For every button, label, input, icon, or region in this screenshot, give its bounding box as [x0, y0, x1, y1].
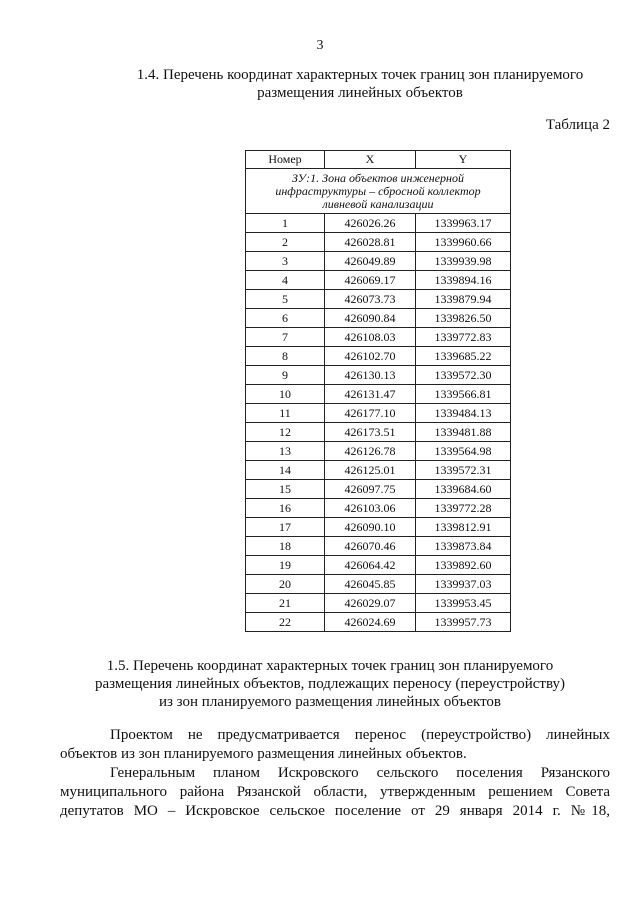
table-row [246, 594, 511, 613]
cell-x: 426029.07 [325, 594, 416, 613]
cell-number: 17 [246, 518, 325, 537]
cell-y: 1339957.73 [416, 613, 511, 632]
cell-x: 426102.70 [325, 347, 416, 366]
header-x: X [325, 151, 416, 169]
cell-y: 1339939.98 [416, 252, 511, 271]
page-number: 3 [316, 38, 324, 53]
cell-x: 426108.03 [325, 328, 416, 347]
cell-y: 1339879.94 [416, 290, 511, 309]
section-1-4-heading [0, 66, 640, 102]
cell-y: 1339937.03 [416, 575, 511, 594]
table-row [246, 271, 511, 290]
cell-number: 11 [246, 404, 325, 423]
table-row [246, 518, 511, 537]
table-row [246, 423, 511, 442]
cell-y: 1339772.83 [416, 328, 511, 347]
cell-number: 10 [246, 385, 325, 404]
cell-y: 1339484.13 [416, 404, 511, 423]
cell-number: 22 [246, 613, 325, 632]
table-row [246, 499, 511, 518]
table-row [246, 556, 511, 575]
cell-number: 14 [246, 461, 325, 480]
table-row [246, 309, 511, 328]
cell-x: 426073.73 [325, 290, 416, 309]
cell-number: 3 [246, 252, 325, 271]
cell-x: 426097.75 [325, 480, 416, 499]
paragraph-2 [60, 764, 610, 821]
cell-number: 9 [246, 366, 325, 385]
paragraph-2-line3: депутатов МО – Искровское сельское поселение от 29 января 2014 г. №18, [60, 803, 610, 819]
section-1-5-title-line3: из зон планируемого размещения линейных объектов [158, 694, 502, 710]
cell-y: 1339572.31 [416, 461, 511, 480]
cell-number: 6 [246, 309, 325, 328]
cell-y: 1339873.84 [416, 537, 511, 556]
section-1-4-title-line1: 1.4. Перечень координат характерных точек границ зон планируемого [136, 67, 584, 83]
cell-x: 426024.69 [325, 613, 416, 632]
table-row [246, 613, 511, 632]
cell-y: 1339684.60 [416, 480, 511, 499]
cell-x: 426177.10 [325, 404, 416, 423]
paragraph-1-line2: объектов из зон планируемого размещения линейных объектов. [60, 746, 467, 762]
zone-title: ЗУ:1. Зона объектов инженерной инфраструктуры – сбросной коллектор ливневой канализации [246, 169, 511, 214]
cell-x: 426131.47 [325, 385, 416, 404]
table-row [246, 290, 511, 309]
cell-number: 4 [246, 271, 325, 290]
cell-number: 2 [246, 233, 325, 252]
section-1-5-title-line2: размещения линейных объектов, подлежащих переносу (переустройству) [94, 676, 566, 692]
cell-number: 16 [246, 499, 325, 518]
cell-y: 1339564.98 [416, 442, 511, 461]
paragraph-1-line1: Проектом не предусматривается перенос (переустройство) линейных [110, 727, 610, 743]
cell-number: 18 [246, 537, 325, 556]
table-header-row [246, 151, 511, 169]
table-row [246, 575, 511, 594]
paragraph-2-line1: Генеральным планом Искровского сельского поселения Рязанского [110, 765, 610, 781]
table-row [246, 461, 511, 480]
cell-x: 426130.13 [325, 366, 416, 385]
cell-x: 426126.78 [325, 442, 416, 461]
cell-y: 1339892.60 [416, 556, 511, 575]
section-1-5-title-line1: 1.5. Перечень координат характерных точек границ зон планируемого [106, 658, 554, 674]
header-number: Номер [246, 151, 325, 169]
cell-y: 1339894.16 [416, 271, 511, 290]
table-row [246, 480, 511, 499]
cell-x: 426090.84 [325, 309, 416, 328]
cell-y: 1339960.66 [416, 233, 511, 252]
table-label: Таблица 2 [545, 117, 610, 133]
cell-x: 426070.46 [325, 537, 416, 556]
cell-y: 1339772.28 [416, 499, 511, 518]
cell-number: 8 [246, 347, 325, 366]
cell-y: 1339812.91 [416, 518, 511, 537]
zone-row [246, 169, 511, 214]
cell-number: 13 [246, 442, 325, 461]
cell-x: 426069.17 [325, 271, 416, 290]
section-1-5-heading [0, 657, 640, 711]
cell-number: 15 [246, 480, 325, 499]
cell-x: 426103.06 [325, 499, 416, 518]
cell-x: 426028.81 [325, 233, 416, 252]
table-row [246, 537, 511, 556]
cell-number: 20 [246, 575, 325, 594]
cell-x: 426064.42 [325, 556, 416, 575]
cell-y: 1339963.17 [416, 214, 511, 233]
paragraph-1 [60, 726, 610, 764]
table-row [246, 385, 511, 404]
cell-x: 426090.10 [325, 518, 416, 537]
cell-y: 1339481.88 [416, 423, 511, 442]
cell-x: 426045.85 [325, 575, 416, 594]
cell-x: 426125.01 [325, 461, 416, 480]
cell-y: 1339953.45 [416, 594, 511, 613]
cell-number: 19 [246, 556, 325, 575]
cell-number: 21 [246, 594, 325, 613]
table-row [246, 252, 511, 271]
cell-y: 1339826.50 [416, 309, 511, 328]
table-row [246, 404, 511, 423]
cell-number: 5 [246, 290, 325, 309]
cell-x: 426049.89 [325, 252, 416, 271]
coordinates-table [245, 150, 511, 632]
cell-number: 12 [246, 423, 325, 442]
table-row [246, 233, 511, 252]
section-1-4-title-line2: размещения линейных объектов [257, 85, 463, 101]
cell-x: 426173.51 [325, 423, 416, 442]
cell-number: 7 [246, 328, 325, 347]
table-row [246, 366, 511, 385]
table-row [246, 214, 511, 233]
cell-number: 1 [246, 214, 325, 233]
cell-y: 1339685.22 [416, 347, 511, 366]
table-row [246, 347, 511, 366]
cell-y: 1339572.30 [416, 366, 511, 385]
cell-x: 426026.26 [325, 214, 416, 233]
header-y: Y [416, 151, 511, 169]
table-row [246, 442, 511, 461]
cell-y: 1339566.81 [416, 385, 511, 404]
paragraph-2-line2: муниципального района Рязанской области, утвержденным решением Совета [60, 784, 610, 800]
table-row [246, 328, 511, 347]
